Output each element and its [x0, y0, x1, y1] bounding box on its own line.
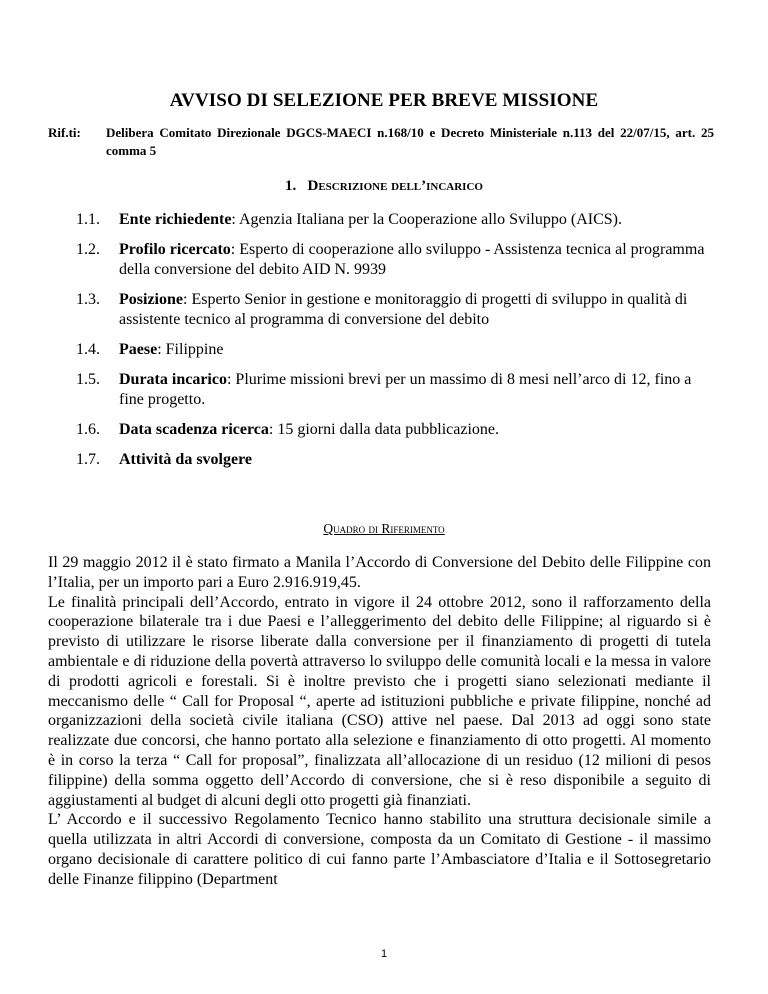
item-number: 1.6. [76, 421, 100, 438]
reference-label: Rif.ti: [48, 125, 81, 140]
list-item [76, 210, 706, 230]
item-label: Durata incarico [119, 371, 227, 388]
item-label: Attività da svolgere [119, 451, 253, 468]
paragraph: Il 29 maggio 2012 il è stato firmato a Manila l’Accordo di Conversione del Debito delle Filippine con l’Italia, per un importo pari a Euro 2.916.919,45. [48, 554, 711, 591]
section-title: Descrizione dell’incarico [307, 178, 483, 194]
item-label: Data scadenza ricerca [119, 421, 269, 438]
item-text: : Plurime missioni brevi per un massimo di 8 mesi nell’arco di 12, fino a fine progetto. [119, 371, 692, 408]
item-text: : Esperto di cooperazione allo sviluppo - Assistenza tecnica al programma della conversione del debito AID N. 9939 [119, 241, 705, 278]
item-text: : Esperto Senior in gestione e monitoraggio di progetti di sviluppo in qualità di assistente tecnico al programma di conversione del debito [119, 291, 688, 328]
subheading-quadro: Quadro di Riferimento [323, 521, 445, 536]
item-text: : 15 giorni dalla data pubblicazione. [268, 421, 500, 438]
item-text: : Filippine [157, 341, 224, 358]
item-list [76, 210, 706, 480]
document-title: AVVISO DI SELEZIONE PER BREVE MISSIONE [169, 90, 599, 111]
item-number: 1.3. [76, 291, 100, 308]
section-heading [0, 178, 768, 195]
item-number: 1.4. [76, 341, 100, 358]
paragraph: L’ Accordo e il successivo Regolamento Tecnico hanno stabilito una struttura decisionale simile a quella utilizzata in altri Accordi di conversione, composta da un Comitato di Gestione - il massimo organo decisionale di carattere politico di cui fanno parte l’Ambasciatore d’Italia e il Sottosegretario delle Finanze filippino (Department [48, 811, 711, 888]
item-label: Paese [119, 341, 158, 358]
section-number: 1. [285, 178, 297, 194]
item-label: Posizione [119, 291, 183, 308]
list-item [76, 420, 706, 440]
list-item [76, 450, 706, 470]
item-text: : Agenzia Italiana per la Cooperazione allo Sviluppo (AICS). [231, 211, 622, 228]
list-item [76, 370, 706, 410]
item-label: Ente richiedente [119, 211, 232, 228]
list-item [76, 240, 706, 280]
item-label: Profilo ricercato [119, 241, 231, 258]
paragraph: Le finalità principali dell’Accordo, entrato in vigore il 24 ottobre 2012, sono il rafforzamento della cooperazione bilaterale tra i due Paesi e l’alleggerimento del debito delle Filippine; al riguardo si è previsto di utilizzare le risorse liberate dalla conversione per il finanziamento di progetti di tutela ambientale e di riduzione della povertà attraverso lo sviluppo delle comunità locali e la messa in valore di prodotti agricoli e forestali. Si è inoltre previsto che i progetti siano selezionati mediante il meccanismo delle “ Call for Proposal “, aperte ad istituzioni pubbliche e private filippine, nonché ad organizzazioni della società civile italiana (CSO) attive nel paese. Dal 2013 ad oggi sono state realizzate due concorsi, che hanno portato alla selezione e finanziamento di otto progetti. Al momento è in corso la terza “ Call for proposal”, finalizzata all’allocazione di un residuo (12 milioni di pesos filippine) della somma oggetto dell’Accordo di conversione, che si è reso disponibile a seguito di aggiustamenti al budget di alcuni degli otto progetti già finanziati. [48, 593, 711, 809]
page-number: 1 [380, 948, 388, 960]
reference-block [48, 124, 714, 160]
item-number: 1.5. [76, 371, 100, 388]
item-number: 1.1. [76, 211, 100, 228]
item-number: 1.2. [76, 241, 100, 258]
list-item [76, 340, 706, 360]
item-number: 1.7. [76, 451, 100, 468]
body-text [48, 553, 711, 890]
reference-text: Delibera Comitato Direzionale DGCS-MAECI n.168/10 e Decreto Ministeriale n.113 del 22/07/15, art. 25 comma 5 [106, 125, 714, 158]
list-item [76, 290, 706, 330]
